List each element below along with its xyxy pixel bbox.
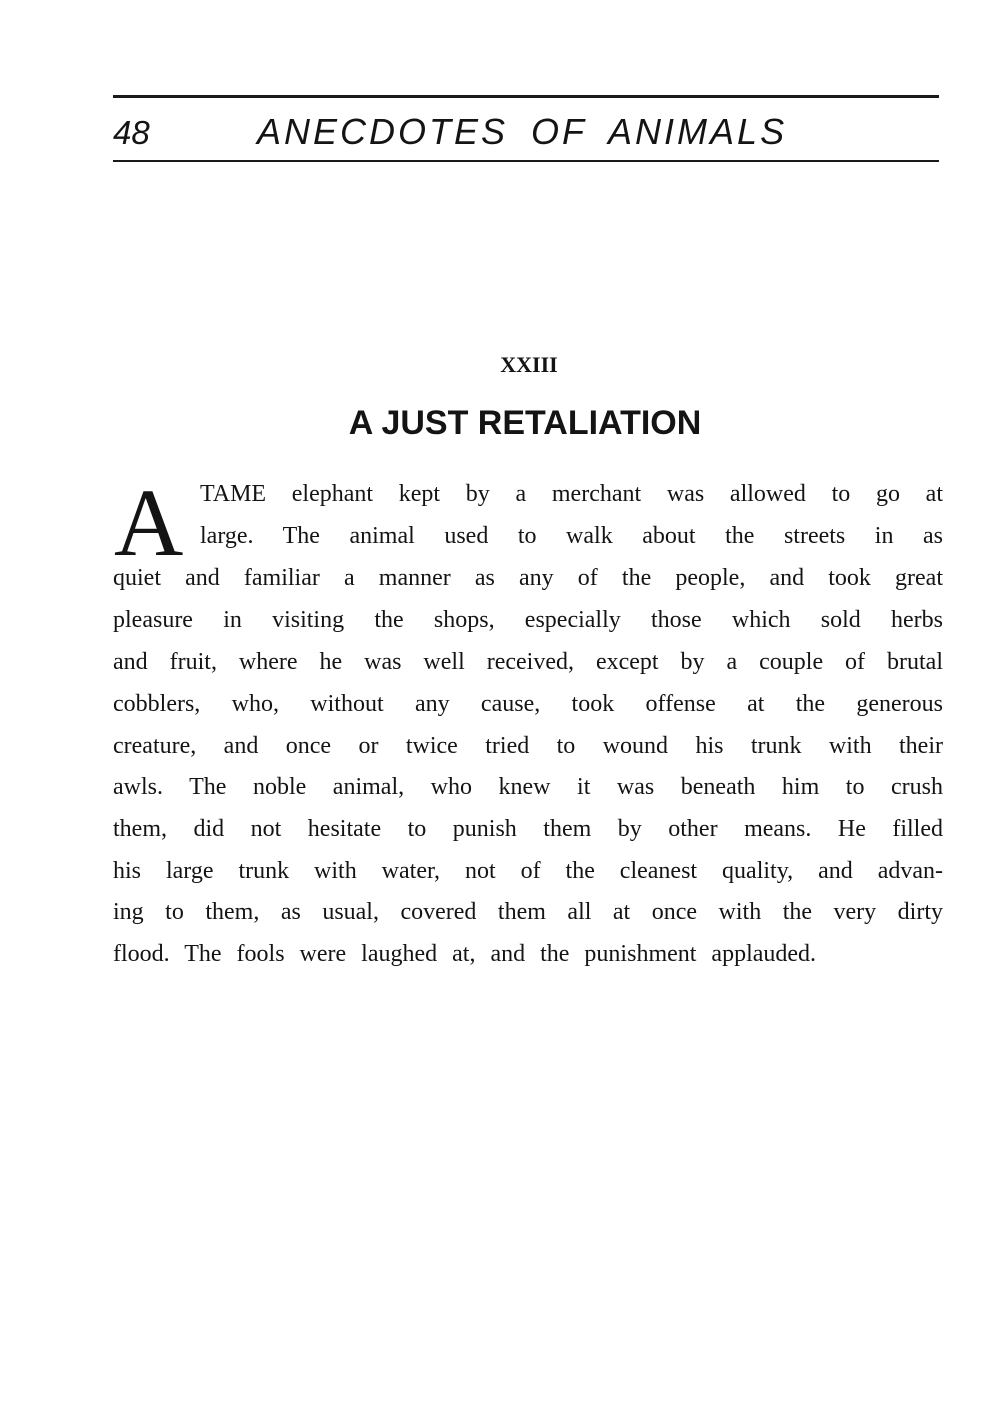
body-line: cobblers, who, without any cause, took offense at the generous bbox=[113, 691, 943, 717]
body-line: his large trunk with water, not of the cleanest quality, and advan- bbox=[113, 858, 943, 884]
body-line: awls. The noble animal, who knew it was beneath him to crush bbox=[113, 774, 943, 800]
body-line: TAME elephant kept by a merchant was allowed to go at bbox=[200, 481, 943, 507]
chapter-number: XXIII bbox=[500, 352, 558, 377]
body-line: large. The animal used to walk about the streets in as bbox=[200, 523, 943, 549]
body-line: ing to them, as usual, covered them all at once with the very dirty bbox=[113, 899, 943, 925]
body-line: flood. The fools were laughed at, and the punishment applauded. bbox=[113, 941, 817, 967]
body-line: quiet and familiar a manner as any of the people, and took great bbox=[113, 565, 943, 591]
body-line: creature, and once or twice tried to wound his trunk with their bbox=[113, 733, 943, 759]
body-line: and fruit, where he was well received, except by a couple of brutal bbox=[113, 649, 943, 675]
running-title: ANECDOTES OF ANIMALS bbox=[257, 111, 788, 152]
drop-cap: A bbox=[114, 469, 184, 576]
page-number: 48 bbox=[113, 114, 150, 151]
header-rule-bottom bbox=[113, 160, 939, 162]
header-rule-top bbox=[113, 95, 939, 98]
body-line: them, did not hesitate to punish them by other means. He filled bbox=[113, 816, 943, 842]
body-line: pleasure in visiting the shops, especially those which sold herbs bbox=[113, 607, 943, 633]
chapter-title: A JUST RETALIATION bbox=[348, 404, 702, 442]
